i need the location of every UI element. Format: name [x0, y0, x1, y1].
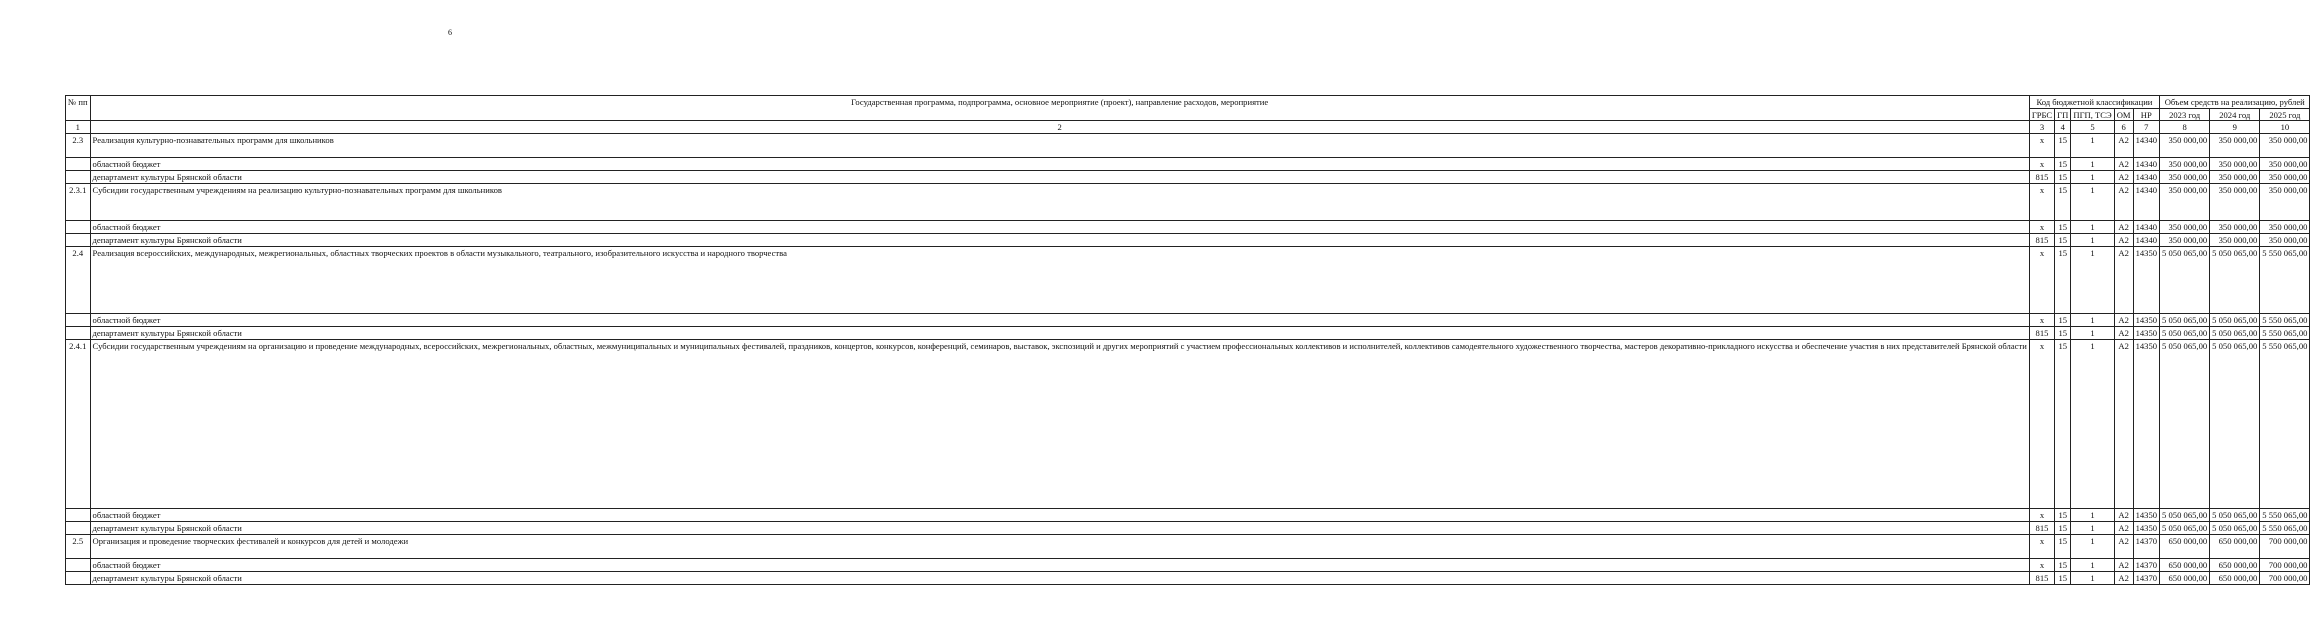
cell-amount-2025: 5 550 065,00: [2260, 247, 2310, 314]
header-nr: НР: [2133, 108, 2159, 121]
cell-amount-2023: 350 000,00: [2160, 234, 2210, 247]
row-name: областной бюджет: [90, 509, 2029, 522]
cell-amount-2024: 350 000,00: [2210, 171, 2260, 184]
cell-pgp: 1: [2071, 340, 2114, 509]
table-row: [66, 247, 2310, 314]
cell-amount-2024: 5 050 065,00: [2210, 340, 2260, 509]
cell-om: А2: [2114, 559, 2133, 572]
cell-nr: 14350: [2133, 509, 2159, 522]
row-name: Субсидии государственным учреждениям на реализацию культурно-познавательных программ для школьников: [90, 184, 2029, 221]
cell-nr: 14350: [2133, 522, 2159, 535]
cell-pgp: 1: [2071, 158, 2114, 171]
cell-amount-2025: 700 000,00: [2260, 572, 2310, 585]
cell-amount-2023: 5 050 065,00: [2160, 247, 2210, 314]
cell-nr: 14350: [2133, 327, 2159, 340]
table-row: [66, 559, 2310, 572]
cell-grbs: х: [2029, 340, 2054, 509]
cell-amount-2025: 700 000,00: [2260, 535, 2310, 559]
row-number: [66, 327, 91, 340]
table-row: [66, 522, 2310, 535]
table-row: [66, 314, 2310, 327]
row-number: 2.4.1: [66, 340, 91, 509]
cell-amount-2024: 350 000,00: [2210, 234, 2260, 247]
row-number: [66, 314, 91, 327]
cell-gp: 15: [2055, 171, 2071, 184]
column-number: 1: [66, 121, 91, 134]
row-name: департамент культуры Брянской области: [90, 522, 2029, 535]
row-name: Организация и проведение творческих фестивалей и конкурсов для детей и молодежи: [90, 535, 2029, 559]
cell-amount-2023: 350 000,00: [2160, 171, 2210, 184]
cell-gp: 15: [2055, 522, 2071, 535]
cell-om: А2: [2114, 234, 2133, 247]
column-number: 5: [2071, 121, 2114, 134]
cell-om: А2: [2114, 522, 2133, 535]
row-number: [66, 158, 91, 171]
row-name: департамент культуры Брянской области: [90, 171, 2029, 184]
row-number: 2.3: [66, 134, 91, 158]
table-row: [66, 221, 2310, 234]
budget-table: [65, 95, 2310, 585]
cell-amount-2023: 5 050 065,00: [2160, 340, 2210, 509]
row-number: [66, 572, 91, 585]
column-number: 3: [2029, 121, 2054, 134]
cell-gp: 15: [2055, 559, 2071, 572]
cell-amount-2023: 350 000,00: [2160, 158, 2210, 171]
cell-grbs: 815: [2029, 327, 2054, 340]
cell-nr: 14370: [2133, 535, 2159, 559]
cell-om: А2: [2114, 134, 2133, 158]
table-row: [66, 134, 2310, 158]
cell-amount-2023: 650 000,00: [2160, 535, 2210, 559]
cell-grbs: х: [2029, 134, 2054, 158]
cell-om: А2: [2114, 158, 2133, 171]
cell-pgp: 1: [2071, 535, 2114, 559]
cell-pgp: 1: [2071, 247, 2114, 314]
cell-pgp: 1: [2071, 509, 2114, 522]
row-name: департамент культуры Брянской области: [90, 572, 2029, 585]
row-number: [66, 522, 91, 535]
cell-om: А2: [2114, 314, 2133, 327]
header-grbs: ГРБС: [2029, 108, 2054, 121]
header-om: ОМ: [2114, 108, 2133, 121]
cell-amount-2025: 5 550 065,00: [2260, 509, 2310, 522]
cell-amount-2024: 5 050 065,00: [2210, 247, 2260, 314]
cell-gp: 15: [2055, 340, 2071, 509]
cell-amount-2024: 650 000,00: [2210, 572, 2260, 585]
cell-amount-2025: 5 550 065,00: [2260, 522, 2310, 535]
header-year-2023: 2023 год: [2160, 108, 2210, 121]
column-number: 7: [2133, 121, 2159, 134]
cell-gp: 15: [2055, 509, 2071, 522]
cell-pgp: 1: [2071, 327, 2114, 340]
cell-om: А2: [2114, 171, 2133, 184]
cell-grbs: х: [2029, 559, 2054, 572]
cell-grbs: 815: [2029, 234, 2054, 247]
cell-gp: 15: [2055, 327, 2071, 340]
row-name: областной бюджет: [90, 314, 2029, 327]
column-number-row: [66, 121, 2310, 134]
cell-amount-2024: 350 000,00: [2210, 134, 2260, 158]
cell-grbs: 815: [2029, 171, 2054, 184]
row-number: [66, 559, 91, 572]
cell-nr: 14370: [2133, 559, 2159, 572]
cell-amount-2025: 350 000,00: [2260, 171, 2310, 184]
cell-gp: 15: [2055, 184, 2071, 221]
cell-grbs: х: [2029, 509, 2054, 522]
cell-amount-2025: 5 550 065,00: [2260, 314, 2310, 327]
table-row: [66, 184, 2310, 221]
cell-gp: 15: [2055, 535, 2071, 559]
cell-grbs: х: [2029, 535, 2054, 559]
cell-amount-2025: 700 000,00: [2260, 559, 2310, 572]
cell-amount-2025: 350 000,00: [2260, 234, 2310, 247]
table-header: [66, 96, 2310, 134]
cell-amount-2023: 650 000,00: [2160, 559, 2210, 572]
cell-amount-2023: 350 000,00: [2160, 134, 2210, 158]
column-number: 6: [2114, 121, 2133, 134]
row-name: областной бюджет: [90, 158, 2029, 171]
table-row: [66, 572, 2310, 585]
cell-gp: 15: [2055, 314, 2071, 327]
row-number: [66, 234, 91, 247]
header-year-2025: 2025 год: [2260, 108, 2310, 121]
row-name: Реализация всероссийских, международных, межрегиональных, областных творческих проектов в области музыкального, театрального, изобразительного искусства и народного творчества: [90, 247, 2029, 314]
header-budget-code-group: Код бюджетной классификации: [2029, 96, 2159, 109]
cell-amount-2024: 350 000,00: [2210, 184, 2260, 221]
cell-om: А2: [2114, 535, 2133, 559]
table-row: [66, 158, 2310, 171]
cell-om: А2: [2114, 184, 2133, 221]
cell-pgp: 1: [2071, 559, 2114, 572]
cell-amount-2025: 350 000,00: [2260, 221, 2310, 234]
cell-grbs: х: [2029, 184, 2054, 221]
cell-pgp: 1: [2071, 171, 2114, 184]
cell-gp: 15: [2055, 234, 2071, 247]
row-number: 2.3.1: [66, 184, 91, 221]
cell-amount-2023: 5 050 065,00: [2160, 314, 2210, 327]
cell-amount-2025: 5 550 065,00: [2260, 340, 2310, 509]
cell-gp: 15: [2055, 158, 2071, 171]
cell-amount-2023: 350 000,00: [2160, 184, 2210, 221]
cell-amount-2024: 5 050 065,00: [2210, 314, 2260, 327]
table-body: [66, 134, 2310, 585]
cell-nr: 14340: [2133, 221, 2159, 234]
cell-amount-2023: 5 050 065,00: [2160, 522, 2210, 535]
cell-amount-2025: 350 000,00: [2260, 134, 2310, 158]
cell-om: А2: [2114, 327, 2133, 340]
cell-amount-2024: 5 050 065,00: [2210, 509, 2260, 522]
row-name: департамент культуры Брянской области: [90, 234, 2029, 247]
row-number: [66, 171, 91, 184]
cell-pgp: 1: [2071, 314, 2114, 327]
header-funds-group: Объем средств на реализацию, рублей: [2160, 96, 2310, 109]
cell-nr: 14350: [2133, 340, 2159, 509]
row-number: [66, 221, 91, 234]
page-number: 6: [448, 28, 452, 37]
column-number: 9: [2210, 121, 2260, 134]
table-row: [66, 509, 2310, 522]
cell-gp: 15: [2055, 247, 2071, 314]
cell-amount-2023: 650 000,00: [2160, 572, 2210, 585]
cell-pgp: 1: [2071, 522, 2114, 535]
cell-gp: 15: [2055, 134, 2071, 158]
cell-om: А2: [2114, 247, 2133, 314]
cell-amount-2025: 350 000,00: [2260, 158, 2310, 171]
row-name: департамент культуры Брянской области: [90, 327, 2029, 340]
header-gp: ГП: [2055, 108, 2071, 121]
cell-pgp: 1: [2071, 572, 2114, 585]
cell-amount-2023: 5 050 065,00: [2160, 327, 2210, 340]
cell-gp: 15: [2055, 221, 2071, 234]
cell-amount-2025: 5 550 065,00: [2260, 327, 2310, 340]
header-pgp: ПГП, ТСЭ: [2071, 108, 2114, 121]
row-name: областной бюджет: [90, 221, 2029, 234]
cell-nr: 14340: [2133, 158, 2159, 171]
cell-om: А2: [2114, 509, 2133, 522]
cell-nr: 14340: [2133, 184, 2159, 221]
column-number: 4: [2055, 121, 2071, 134]
cell-amount-2024: 350 000,00: [2210, 221, 2260, 234]
cell-grbs: х: [2029, 221, 2054, 234]
table-row: [66, 234, 2310, 247]
cell-nr: 14340: [2133, 234, 2159, 247]
table-row: [66, 171, 2310, 184]
table-row: [66, 535, 2310, 559]
column-number: 2: [90, 121, 2029, 134]
cell-amount-2024: 5 050 065,00: [2210, 522, 2260, 535]
cell-om: А2: [2114, 572, 2133, 585]
cell-amount-2023: 5 050 065,00: [2160, 509, 2210, 522]
cell-gp: 15: [2055, 572, 2071, 585]
cell-om: А2: [2114, 221, 2133, 234]
table-row: [66, 340, 2310, 509]
cell-amount-2024: 350 000,00: [2210, 158, 2260, 171]
header-row-number: № пп: [66, 96, 91, 121]
row-name: Реализация культурно-познавательных программ для школьников: [90, 134, 2029, 158]
row-name: областной бюджет: [90, 559, 2029, 572]
cell-nr: 14340: [2133, 134, 2159, 158]
cell-grbs: 815: [2029, 522, 2054, 535]
column-number: 8: [2160, 121, 2210, 134]
cell-pgp: 1: [2071, 134, 2114, 158]
column-number: 10: [2260, 121, 2310, 134]
cell-pgp: 1: [2071, 184, 2114, 221]
cell-grbs: х: [2029, 314, 2054, 327]
cell-amount-2025: 350 000,00: [2260, 184, 2310, 221]
cell-nr: 14350: [2133, 247, 2159, 314]
header-program-name: Государственная программа, подпрограмма, основное мероприятие (проект), направление расходов, мероприятие: [90, 96, 2029, 121]
cell-pgp: 1: [2071, 234, 2114, 247]
cell-nr: 14350: [2133, 314, 2159, 327]
row-number: 2.5: [66, 535, 91, 559]
cell-nr: 14340: [2133, 171, 2159, 184]
row-number: 2.4: [66, 247, 91, 314]
row-number: [66, 509, 91, 522]
header-year-2024: 2024 год: [2210, 108, 2260, 121]
cell-grbs: х: [2029, 158, 2054, 171]
cell-grbs: 815: [2029, 572, 2054, 585]
cell-amount-2024: 5 050 065,00: [2210, 327, 2260, 340]
cell-amount-2024: 650 000,00: [2210, 559, 2260, 572]
cell-om: А2: [2114, 340, 2133, 509]
cell-amount-2024: 650 000,00: [2210, 535, 2260, 559]
table-row: [66, 327, 2310, 340]
cell-amount-2023: 350 000,00: [2160, 221, 2210, 234]
row-name: Субсидии государственным учреждениям на организацию и проведение международных, всероссийских, межрегиональных, областных, межмуниципальных и муниципальных фестивалей, праздников, концертов, конкурсов, конференций, семинаров, выставок, экспозиций и других мероприятий с участием профессиональных коллективов и исполнителей, коллективов самодеятельного художественного творчества, мастеров декоративно-прикладного искусства и обеспечение участия в них представителей Брянской области: [90, 340, 2029, 509]
cell-grbs: х: [2029, 247, 2054, 314]
cell-pgp: 1: [2071, 221, 2114, 234]
cell-nr: 14370: [2133, 572, 2159, 585]
